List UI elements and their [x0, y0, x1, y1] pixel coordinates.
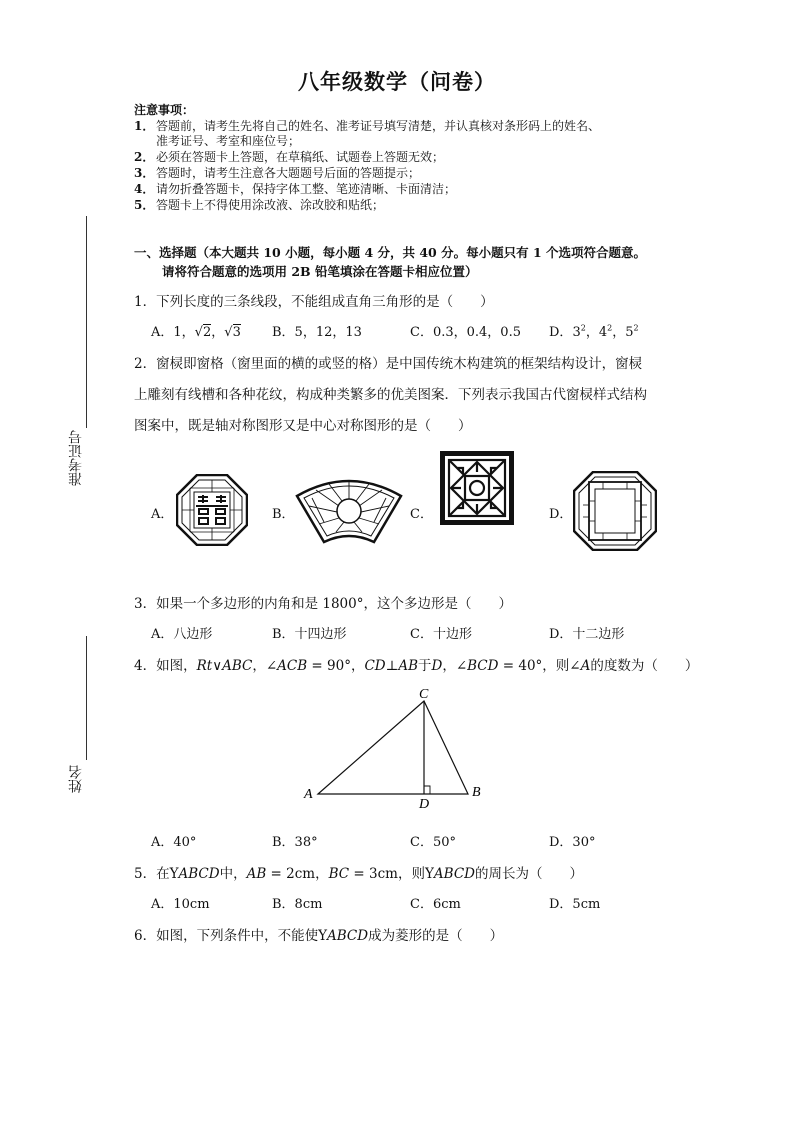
q4-math: CD: [364, 658, 386, 674]
q1-d-comma: ，: [612, 325, 626, 340]
notice-item-2: [134, 150, 444, 165]
q4-text: = 90°，: [307, 658, 365, 674]
q1-d-base: 4: [598, 325, 608, 340]
q4-option-d: D．30°: [549, 835, 596, 850]
q1-d-base: 3: [572, 325, 581, 340]
q1-d-exp: 2: [607, 323, 613, 333]
q6-text: 成为菱形的是（ ）: [368, 928, 504, 944]
triangle-abc: [318, 701, 468, 794]
q4-math: Rt: [196, 658, 213, 674]
q4-triangle-figure: [300, 684, 500, 814]
notice-num: 3．: [134, 166, 155, 180]
q1-option-a: [151, 321, 241, 340]
q1-a-radicand-1: 2: [202, 325, 212, 340]
point-label-d: D: [419, 797, 430, 812]
q5-option-a: A．10cm: [151, 897, 210, 912]
q4-math: ABC: [222, 658, 253, 674]
q2-line-3: 图案中，既是轴对称图形又是中心对称图形的是（ ）: [134, 418, 472, 434]
right-angle-mark: [424, 786, 430, 794]
q4-option-a: A．40°: [151, 835, 197, 850]
q4-math: A: [580, 658, 591, 674]
q4-option-b: B．38°: [272, 835, 318, 850]
q2-label-c: C．: [410, 507, 433, 522]
section-1-line-2: 请将符合题意的选项用 2B 铅笔填涂在答题卡相应位置）: [162, 264, 478, 279]
q2-line-2: 上雕刻有线槽和各种花纹，构成种类繁多的优美图案．下列表示我国古代窗棂样式结构: [134, 387, 647, 403]
q5-text: = 2cm，: [266, 866, 329, 882]
notice-num: 4．: [134, 182, 155, 196]
q1-d-exp: 2: [633, 323, 639, 333]
q2-label-d: D．: [549, 507, 573, 522]
q1-option-c: C．0.3，0.4，0.5: [410, 325, 521, 340]
q5-option-d: D．5cm: [549, 897, 601, 912]
triangle-symbol: ∨: [212, 658, 223, 674]
q3-option-a: A．八边形: [151, 627, 213, 642]
q4-math: ACB: [277, 658, 308, 674]
notice-text: 答题卡上不得使用涂改液、涂改胶和贴纸；: [156, 198, 385, 212]
parallelogram-symbol: Y: [169, 866, 179, 882]
notice-item-4: [134, 182, 456, 197]
q5-math: BC: [328, 866, 350, 882]
q2-label-b: B．: [272, 507, 295, 522]
q1-d-exp: 2: [580, 323, 586, 333]
window-pattern-c-icon: [439, 450, 515, 526]
q4-option-c: C．50°: [410, 835, 456, 850]
side-label-exam-id: 准考证号: [68, 430, 84, 486]
q5-text: 中，: [219, 866, 247, 882]
point-label-b: B: [472, 785, 481, 800]
point-label-a: A: [304, 787, 313, 802]
q3-option-c: C．十边形: [410, 627, 472, 642]
q4-math: BCD: [467, 658, 499, 674]
notice-item-1-cont: [134, 134, 300, 149]
window-pattern-a-icon: [176, 474, 248, 546]
q2-line-1: 2．窗棂即窗格（窗里面的横的或竖的格）是中国传统木构建筑的框架结构设计，窗棂: [134, 356, 643, 372]
notice-num: 2．: [134, 150, 155, 164]
q4-text: ，∠: [252, 658, 278, 674]
q4-text: = 40°，则∠: [498, 658, 581, 674]
q4-stem: [134, 654, 698, 674]
q1-a-label: A．1，: [151, 325, 195, 340]
q1-d-comma: ，: [585, 325, 599, 340]
q1-d-label: D．: [549, 325, 573, 340]
side-line-exam-id: [86, 216, 87, 428]
q4-text: 4．如图，: [134, 658, 197, 674]
parallelogram-symbol: Y: [425, 866, 434, 882]
notice-heading: 注意事项：: [134, 103, 195, 117]
q5-text: = 3cm，则: [349, 866, 425, 882]
page-title: 八年级数学（问卷）: [298, 70, 496, 94]
notice-item-1: [134, 119, 600, 134]
notice-num: 1．: [134, 119, 155, 133]
window-pattern-b-icon: [294, 476, 404, 546]
q4-text: 于: [418, 658, 432, 674]
side-line-name: [86, 636, 87, 760]
q4-math: AB: [398, 658, 418, 674]
q3-option-d: D．十二边形: [549, 627, 625, 642]
section-1-line-1: 一、选择题（本大题共 10 小题，每小题 4 分，共 40 分。每小题只有 1 个选项符合题意。: [134, 245, 647, 260]
notice-num: 5．: [134, 198, 155, 212]
q3-option-b: B．十四边形: [272, 627, 347, 642]
q5-option-b: B．8cm: [272, 897, 323, 912]
q1-stem: 1．下列长度的三条线段，不能组成直角三角形的是（ ）: [134, 294, 494, 310]
q6-stem: [134, 924, 503, 944]
q5-math: ABCD: [178, 866, 220, 882]
q1-option-d: [549, 321, 639, 340]
q6-text: 6．如图，下列条件中，不能使: [134, 928, 319, 944]
q2-label-a: A．: [151, 507, 174, 522]
point-label-c: C: [419, 687, 429, 702]
q1-option-b: B．5，12，13: [272, 325, 362, 340]
q5-stem: [134, 862, 583, 882]
q5-math: ABCD: [433, 866, 475, 882]
notice-item-5: [134, 198, 384, 213]
notice-item-3: [134, 166, 420, 181]
q5-text: 的周长为（ ）: [475, 866, 583, 882]
notice-text: 答题时，请考生注意各大题题号后面的答题提示；: [156, 166, 421, 180]
q4-text: ，∠: [442, 658, 468, 674]
notice-text: 必须在答题卡上答题，在草稿纸、试题卷上答题无效；: [156, 150, 445, 164]
sqrt-sign: √: [194, 325, 203, 340]
notice-text: 准考证号、考室和座位号；: [156, 134, 301, 148]
q6-math: ABCD: [327, 928, 369, 944]
parallelogram-symbol: Y: [318, 928, 328, 944]
q3-stem: 3．如果一个多边形的内角和是 1800°，这个多边形是（ ）: [134, 596, 512, 612]
notice-text: 请勿折叠答题卡，保持字体工整、笔迹清晰、卡面清洁；: [156, 182, 457, 196]
q1-d-base: 5: [625, 325, 634, 340]
q5-math: AB: [246, 866, 267, 882]
sqrt-sign: √: [224, 325, 233, 340]
side-label-name: 姓名: [68, 765, 84, 793]
q4-text: 的度数为（ ）: [590, 658, 699, 674]
window-pattern-d-icon: [573, 471, 657, 551]
q1-a-radicand-2: 3: [232, 325, 241, 340]
notice-text: 答题前，请考生先将自己的姓名、准考证号填写清楚，并认真核对条形码上的姓名、: [156, 119, 601, 133]
q5-text: 5．在: [134, 866, 170, 882]
q4-math: D: [431, 658, 443, 674]
q5-option-c: C．6cm: [410, 897, 461, 912]
q1-a-sep: ，: [211, 325, 225, 340]
q4-text: ⊥: [385, 658, 399, 674]
